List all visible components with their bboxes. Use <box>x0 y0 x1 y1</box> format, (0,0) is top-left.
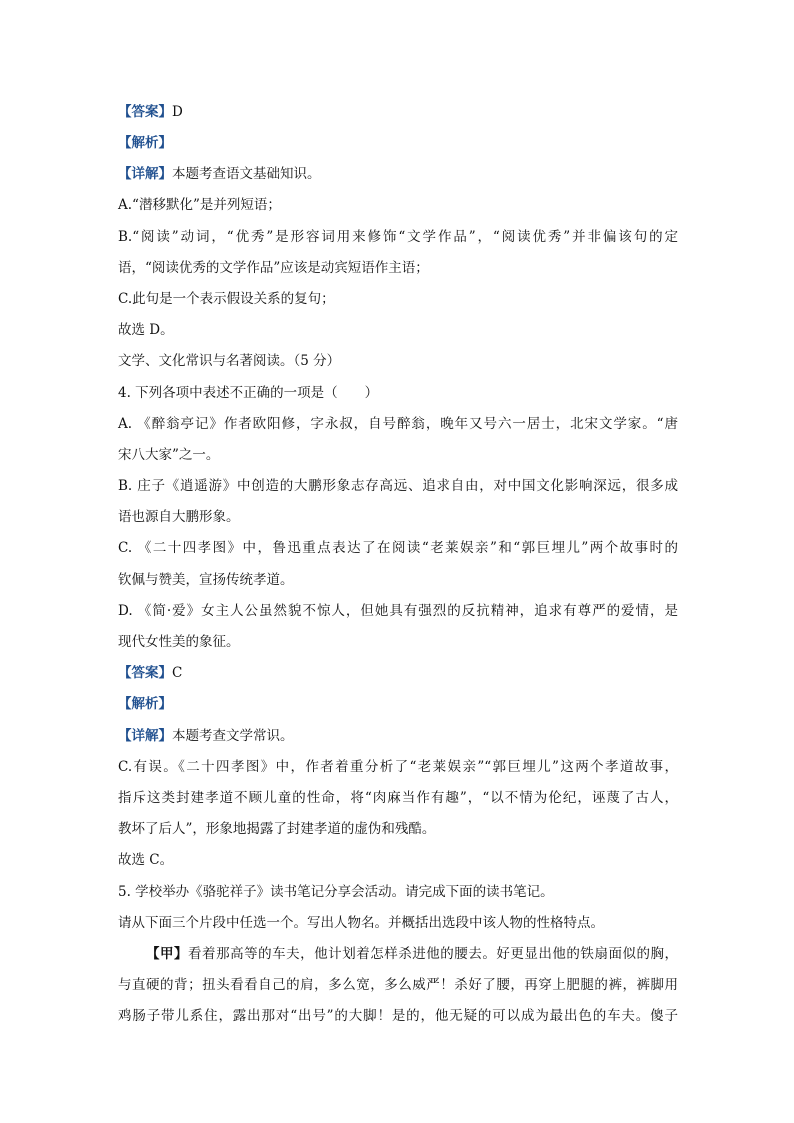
answer-value: D <box>172 104 183 120</box>
paragraph-line: 指斥这类封建孝道不顾儿童的性命，将“肉麻当作有趣”，“以不情为伦纪，诬蔑了古人， <box>118 790 678 806</box>
analysis-heading <box>118 694 678 714</box>
option-line: A. 《醉翁亭记》作者欧阳修，字永叔，自号醉翁，晚年又号六一居士，北宋文学家。“唐 <box>118 416 678 432</box>
excerpt-text: 看着那高等的车夫，他计划着怎样杀进他的腰去。好更显出他的铁扇面似的胸， <box>188 946 679 962</box>
option-line: 现代女性美的象征。 <box>118 634 240 650</box>
question-stem: 5. 学校举办《骆驼祥子》读书笔记分享会活动。请完成下面的读书笔记。 <box>118 884 554 900</box>
excerpt-tag: 【甲】 <box>146 946 189 962</box>
excerpt-line <box>146 944 678 964</box>
section-heading: 文学、文化常识与名著阅读。（5 分） <box>118 353 341 369</box>
excerpt-line: 鸡肠子带儿系住，露出那对“出号”的大脚！是的，他无疑的可以成为最出色的车夫。傻子 <box>118 1008 678 1024</box>
paragraph-line: 教坏了后人”，形象地揭露了封建孝道的虚伪和残酷。 <box>118 821 436 837</box>
paragraph-line: 故选 D。 <box>118 322 174 338</box>
paragraph-line: A.“潜移默化”是并列短语； <box>118 197 281 213</box>
option-line: 钦佩与赞美，宣扬传统孝道。 <box>118 572 294 588</box>
analysis-tag: 【解析】 <box>118 696 172 712</box>
option-line: D. 《简·爱》女主人公虽然貌不惊人，但她具有强烈的反抗精神，追求有尊严的爱情，是 <box>118 603 678 619</box>
detail-text: 本题考查语文基础知识。 <box>172 166 321 182</box>
paragraph-line: 语，“阅读优秀的文学作品”应该是动宾短语作主语； <box>118 260 429 276</box>
analysis-tag: 【解析】 <box>118 135 172 151</box>
question-stem: 4. 下列各项中表述不正确的一项是（ ） <box>118 385 379 401</box>
excerpt-line: 与直硬的背；扭头看看自己的肩，多么宽，多么威严！杀好了腰，再穿上肥腿的裤，裤脚用 <box>118 977 678 993</box>
answer-value: C <box>172 665 183 681</box>
paragraph-line: C.有误。《二十四孝图》中，作者着重分析了“老莱娱亲”“郭巨埋儿”这两个孝道故事， <box>118 759 678 775</box>
question-instruction: 请从下面三个片段中任选一个。写出人物名。并概括出选段中该人物的性格特点。 <box>118 915 604 931</box>
answer-tag: 【答案】 <box>118 665 172 681</box>
detail-tag: 【详解】 <box>118 166 172 182</box>
option-line: 语也源自大鹏形象。 <box>118 509 240 525</box>
answer-tag: 【答案】 <box>118 104 172 120</box>
option-line: 宋八大家”之一。 <box>118 447 220 463</box>
paragraph-line: 故选 C。 <box>118 852 174 868</box>
option-line: C. 《二十四孝图》中，鲁迅重点表达了在阅读“老莱娱亲”和“郭巨埋儿”两个故事时的 <box>118 540 678 556</box>
detail-text: 本题考查文学常识。 <box>172 728 294 744</box>
analysis-heading <box>118 133 678 153</box>
detail-tag: 【详解】 <box>118 728 172 744</box>
paragraph-line: B.“阅读”动词，“优秀”是形容词用来修饰“文学作品”，“阅读优秀”并非偏该句的定 <box>118 229 678 245</box>
answer-line <box>118 663 678 683</box>
detail-line <box>118 164 678 184</box>
answer-line <box>118 102 678 122</box>
paragraph-line: C.此句是一个表示假设关系的复句； <box>118 291 335 307</box>
detail-line <box>118 726 678 746</box>
option-line: B. 庄子《逍遥游》中创造的大鹏形象志存高远、追求自由，对中国文化影响深远，很多成 <box>118 478 678 494</box>
